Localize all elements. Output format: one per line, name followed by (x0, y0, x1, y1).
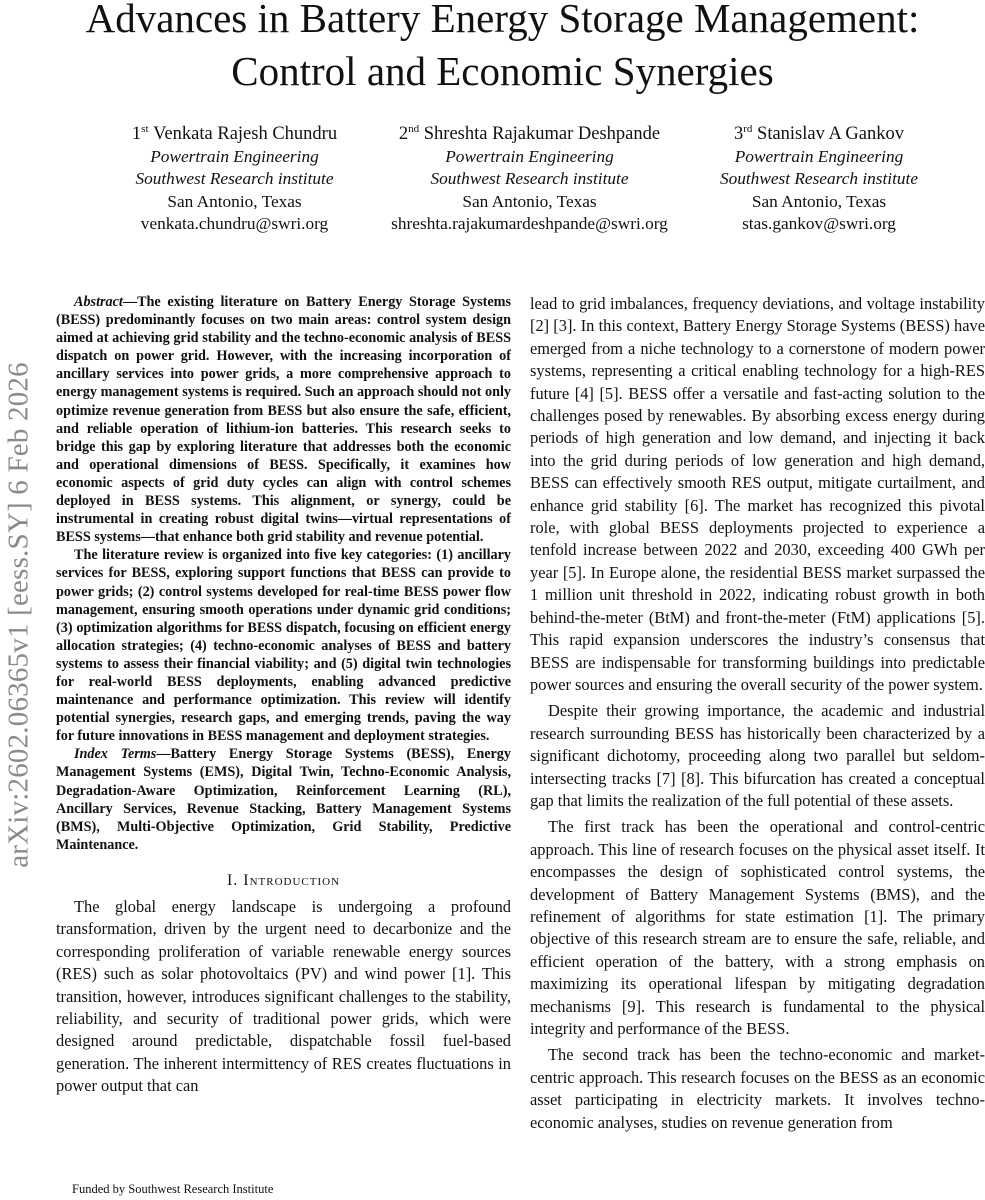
paper-title-line-2: Control and Economic Synergies (231, 48, 774, 94)
abstract-paragraph-1 (56, 293, 511, 546)
author-department: Powertrain Engineering (150, 146, 319, 166)
intro-paragraph-2: Despite their growing importance, the academic and industrial research surrounding BESS has historically been characterized by a significant dichotomy, proceeding along two parallel but seldom-intersecting tracks [7] [8]. This bifurcation has created a conceptual gap that limits the realization of the full potential of these assets. (530, 701, 985, 810)
author-email: venkata.chundru@swri.org (140, 214, 329, 234)
author-ordinal-suffix: st (141, 123, 149, 135)
author-card (340, 118, 719, 236)
intro-paragraph-1-continued: lead to grid imbalances, frequency deviations, and voltage instability [2] [3]. In this context, Battery Energy Storage Systems (BESS) have emerged from a niche technology to a cornerstone of modern power systems, representing a critical enabling technology for a high-RES future [4] [5]. BESS offer a versatile and fast-acting solution to the challenges posed by renewables. By absorbing excess energy during periods of high generation and low demand, and injecting it back into the grid during periods of low generation and high demand, BESS can effectively smooth RES output, mitigate curtailment, and enhance grid stability [6]. The market has recognized this pivotal role, with global BESS deployments projected to experience a tenfold increase between 2022 and 2030, exceeding 400 GWh per year [5]. In Europe alone, the residential BESS market surpassed the 1 million unit threshold in 2022, indicating robust growth in both behind-the-meter (BtM) and front-the-meter (FtM) applications [5]. This rapid expansion underscores the industry’s consensus that BESS are indispensable for transforming buildings into predictable power sources and ensuring the overall security of the power system. (530, 294, 985, 694)
index-terms-text: Battery Energy Storage Systems (BESS), Energy Management Systems (EMS), Digital Twin, Techno-Economic Analysis, Degradation-Aware Optimization, Reinforcement Learning (RL), Ancillary Services, Revenue Stacking, Battery Management Systems (BMS), Multi-Objective Optimization, Grid Stability, Predictive Maintenance. (56, 746, 511, 853)
author-department: Powertrain Engineering (445, 146, 614, 166)
intro-paragraph-1: The global energy landscape is undergoing a profound transformation, driven by the urgent need to decarbonize and the corresponding proliferation of variable renewable energy sources (RES) such as solar photovoltaics (PV) and wind power [1]. This transition, however, introduces significant challenges to the stability, reliability, and security of traditional power grids, which were designed around predictable, dispatchable fossil fuel-based generation. The inherent intermittency of RES creates fluctuations in power output that can (56, 896, 511, 1096)
author-card (679, 118, 959, 236)
section-numeral: I. (226, 871, 239, 889)
author-name: Stanislav A Gankov (757, 124, 905, 145)
abstract-paragraph-2: The literature review is organized into five key categories: (1) ancillary services for BESS, exploring support functions that BESS can provide to power grids; (2) control systems developed for real-time BESS power flow management, ensuring smooth operations under dynamic grid conditions; (3) optimization algorithms for BESS dispatch, focusing on efficient energy allocation strategies; (4) techno-economic analyses of BESS and battery systems to assess their financial viability; and (5) digital twin technologies for real-world BESS deployments, enabling advanced predictive maintenance and performance optimization. This review will identify potential synergies, research gaps, and emerging trends, paving the way for future innovations in BESS management and deployment strategies. (56, 547, 511, 745)
arxiv-identifier-text: arXiv:2602.06365v1 [eess.SY] 6 Feb 2026 (2, 362, 35, 868)
abstract-text: The existing literature on Battery Energy Storage Systems (BESS) predominantly focuses on two main areas: control system design aimed at achieving grid stability and the techno-economic analysis of BESS dispatch on power grid. However, with the increasing incorporation of ancillary services into power grids, a more comprehensive approach to energy management systems is required. Such an approach should not only optimize revenue generation from BESS but also ensure the safe, efficient, and reliable operation of lithium-ion batteries. This research seeks to bridge this gap by exploring literature that addresses both the economic and operational dimensions of BESS. Specifically, it examines how economic aspects of grid duty cycles can align with control schemes deployed in BESS systems. This alignment, or synergy, could be instrumental in creating robust digital twins—virtual representations of BESS systems—that enhance both grid stability and revenue potential. (56, 294, 511, 546)
paper-title (40, 0, 965, 98)
author-email: shreshta.rajakumardeshpande@swri.org (391, 214, 668, 234)
author-location: San Antonio, Texas (462, 191, 597, 211)
index-terms-label: Index Terms (74, 746, 157, 763)
author-location: San Antonio, Texas (751, 191, 887, 211)
left-column (56, 293, 511, 1102)
author-email: stas.gankov@swri.org (742, 214, 896, 234)
author-institution: Southwest Research institute (719, 169, 919, 189)
index-terms (56, 745, 511, 854)
author-ordinal: 2 (398, 124, 409, 145)
intro-paragraph-4: The second track has been the techno-economic and market-centric approach. This research focuses on the BESS as an economic asset participating in electricity markets. It involves techno-economic analyses, studies on revenue generation from (530, 1045, 985, 1132)
author-institution: Southwest Research institute (430, 169, 629, 189)
funding-footnote: Funded by Southwest Research Institute (72, 1182, 274, 1196)
left-body-text (56, 896, 511, 1098)
index-terms-dash: — (156, 746, 171, 763)
author-location: San Antonio, Texas (167, 191, 302, 211)
arxiv-identifier-stamp (2, 290, 36, 940)
author-name: Venkata Rajesh Chundru (153, 124, 338, 145)
author-name-line (340, 118, 719, 146)
author-ordinal: 1 (131, 124, 142, 145)
abstract (56, 293, 511, 745)
abstract-label: Abstract (74, 294, 123, 310)
author-ordinal-suffix: rd (743, 123, 753, 135)
intro-paragraph-3: The first track has been the operational and control-centric approach. This line of research focuses on the physical asset itself. It encompasses the design of sophisticated control systems, the development of Battery Management Systems (BMS), and the refinement of algorithms for state estimation [1]. The primary objective of this research stream are to ensure the safe, reliable, and efficient operation of the battery, with a strong emphasis on maximizing its operational lifespan by mitigating degradation mechanisms [9]. This research is fundamental to the physical integrity and performance of the BESS. (530, 817, 985, 1038)
author-department: Powertrain Engineering (734, 146, 904, 166)
author-ordinal-suffix: nd (408, 123, 420, 135)
author-name: Shreshta Rajakumar Deshpande (423, 124, 661, 145)
author-institution: Southwest Research institute (135, 169, 334, 189)
abstract-dash: — (122, 294, 138, 310)
section-title: Introduction (243, 871, 341, 889)
author-name-line (679, 118, 959, 146)
section-heading-introduction (56, 872, 511, 890)
paper-title-line-1: Advances in Battery Energy Storage Management: (85, 0, 920, 41)
author-ordinal: 3 (733, 124, 744, 145)
right-column (530, 293, 985, 1138)
